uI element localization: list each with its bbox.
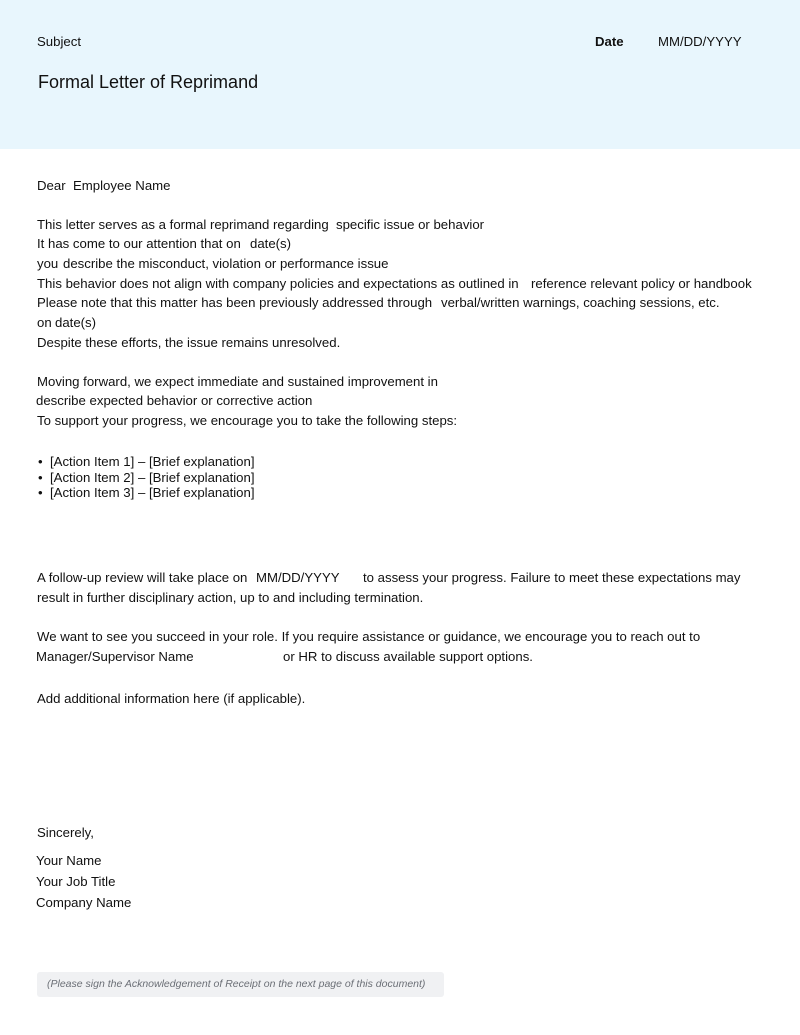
prior-dates-field[interactable]: date(s) [55,315,97,330]
date-label: Date [595,34,624,49]
bullet-icon: • [38,454,43,469]
acknowledgement-note: (Please sign the Acknowledgement of Receipt on the next page of this document) [37,972,444,997]
followup-date-field[interactable]: MM/DD/YYYY [256,570,340,585]
additional-info-field[interactable]: Add additional information here (if applicable). [37,691,306,706]
issue-field[interactable]: specific issue or behavior [336,217,485,232]
support-line2-after: or HR to discuss available support options. [283,649,533,664]
manager-name-field[interactable]: Manager/Supervisor Name [36,649,194,664]
sign-off: Sincerely, [37,825,94,840]
expected-behavior-field[interactable]: describe expected behavior or corrective action [36,393,313,408]
p1-line5-text: Please note that this matter has been previously addressed through [37,295,433,310]
misconduct-field[interactable]: describe the misconduct, violation or performance issue [63,256,389,271]
p2-line1-text: Moving forward, we expect immediate and sustained improvement in [37,374,438,389]
support-line1: We want to see you succeed in your role. If you require assistance or guidance, we encourage you to reach out to [37,629,701,644]
p1-line2-text: It has come to our attention that on [37,236,241,251]
sender-job-title-field[interactable]: Your Job Title [36,874,116,889]
followup-text-after: to assess your progress. Failure to meet these expectations may [363,570,741,585]
list-item[interactable] [37,485,255,501]
action-item-text[interactable]: [Action Item 2] – [Brief explanation] [50,469,255,485]
incident-dates-field[interactable]: date(s) [250,236,292,251]
bullet-icon: • [38,485,43,500]
p2-line3-text: To support your progress, we encourage you to take the following steps: [37,413,458,428]
date-field[interactable]: MM/DD/YYYY [658,34,742,49]
p1-line1-text: This letter serves as a formal reprimand regarding [37,217,329,232]
bullet-icon: • [38,469,43,485]
letter-title[interactable]: Formal Letter of Reprimand [38,72,259,92]
followup-line2: result in further disciplinary action, up to and including termination. [37,590,424,605]
prior-actions-field[interactable]: verbal/written warnings, coaching sessions, etc. [441,295,720,310]
followup-text-before: A follow-up review will take place on [37,570,248,585]
action-item-text[interactable]: [Action Item 1] – [Brief explanation] [50,454,255,469]
p1-line4-text: This behavior does not align with company policies and expectations as outlined in [37,276,519,291]
action-item-text[interactable]: [Action Item 3] – [Brief explanation] [50,485,255,500]
sender-name-field[interactable]: Your Name [36,853,102,868]
action-item-list [37,454,255,501]
list-item[interactable] [37,454,255,470]
subject-label: Subject [37,34,81,49]
salutation: Dear [37,178,66,193]
p1-line6-text: on [37,315,52,330]
p1-line7-text: Despite these efforts, the issue remains unresolved. [37,335,341,350]
recipient-name-field[interactable]: Employee Name [73,178,171,193]
list-item[interactable] [37,470,255,486]
policy-reference-field[interactable]: reference relevant policy or handbook [531,276,752,291]
p1-line3-text: you [37,256,59,271]
company-name-field[interactable]: Company Name [36,895,132,910]
